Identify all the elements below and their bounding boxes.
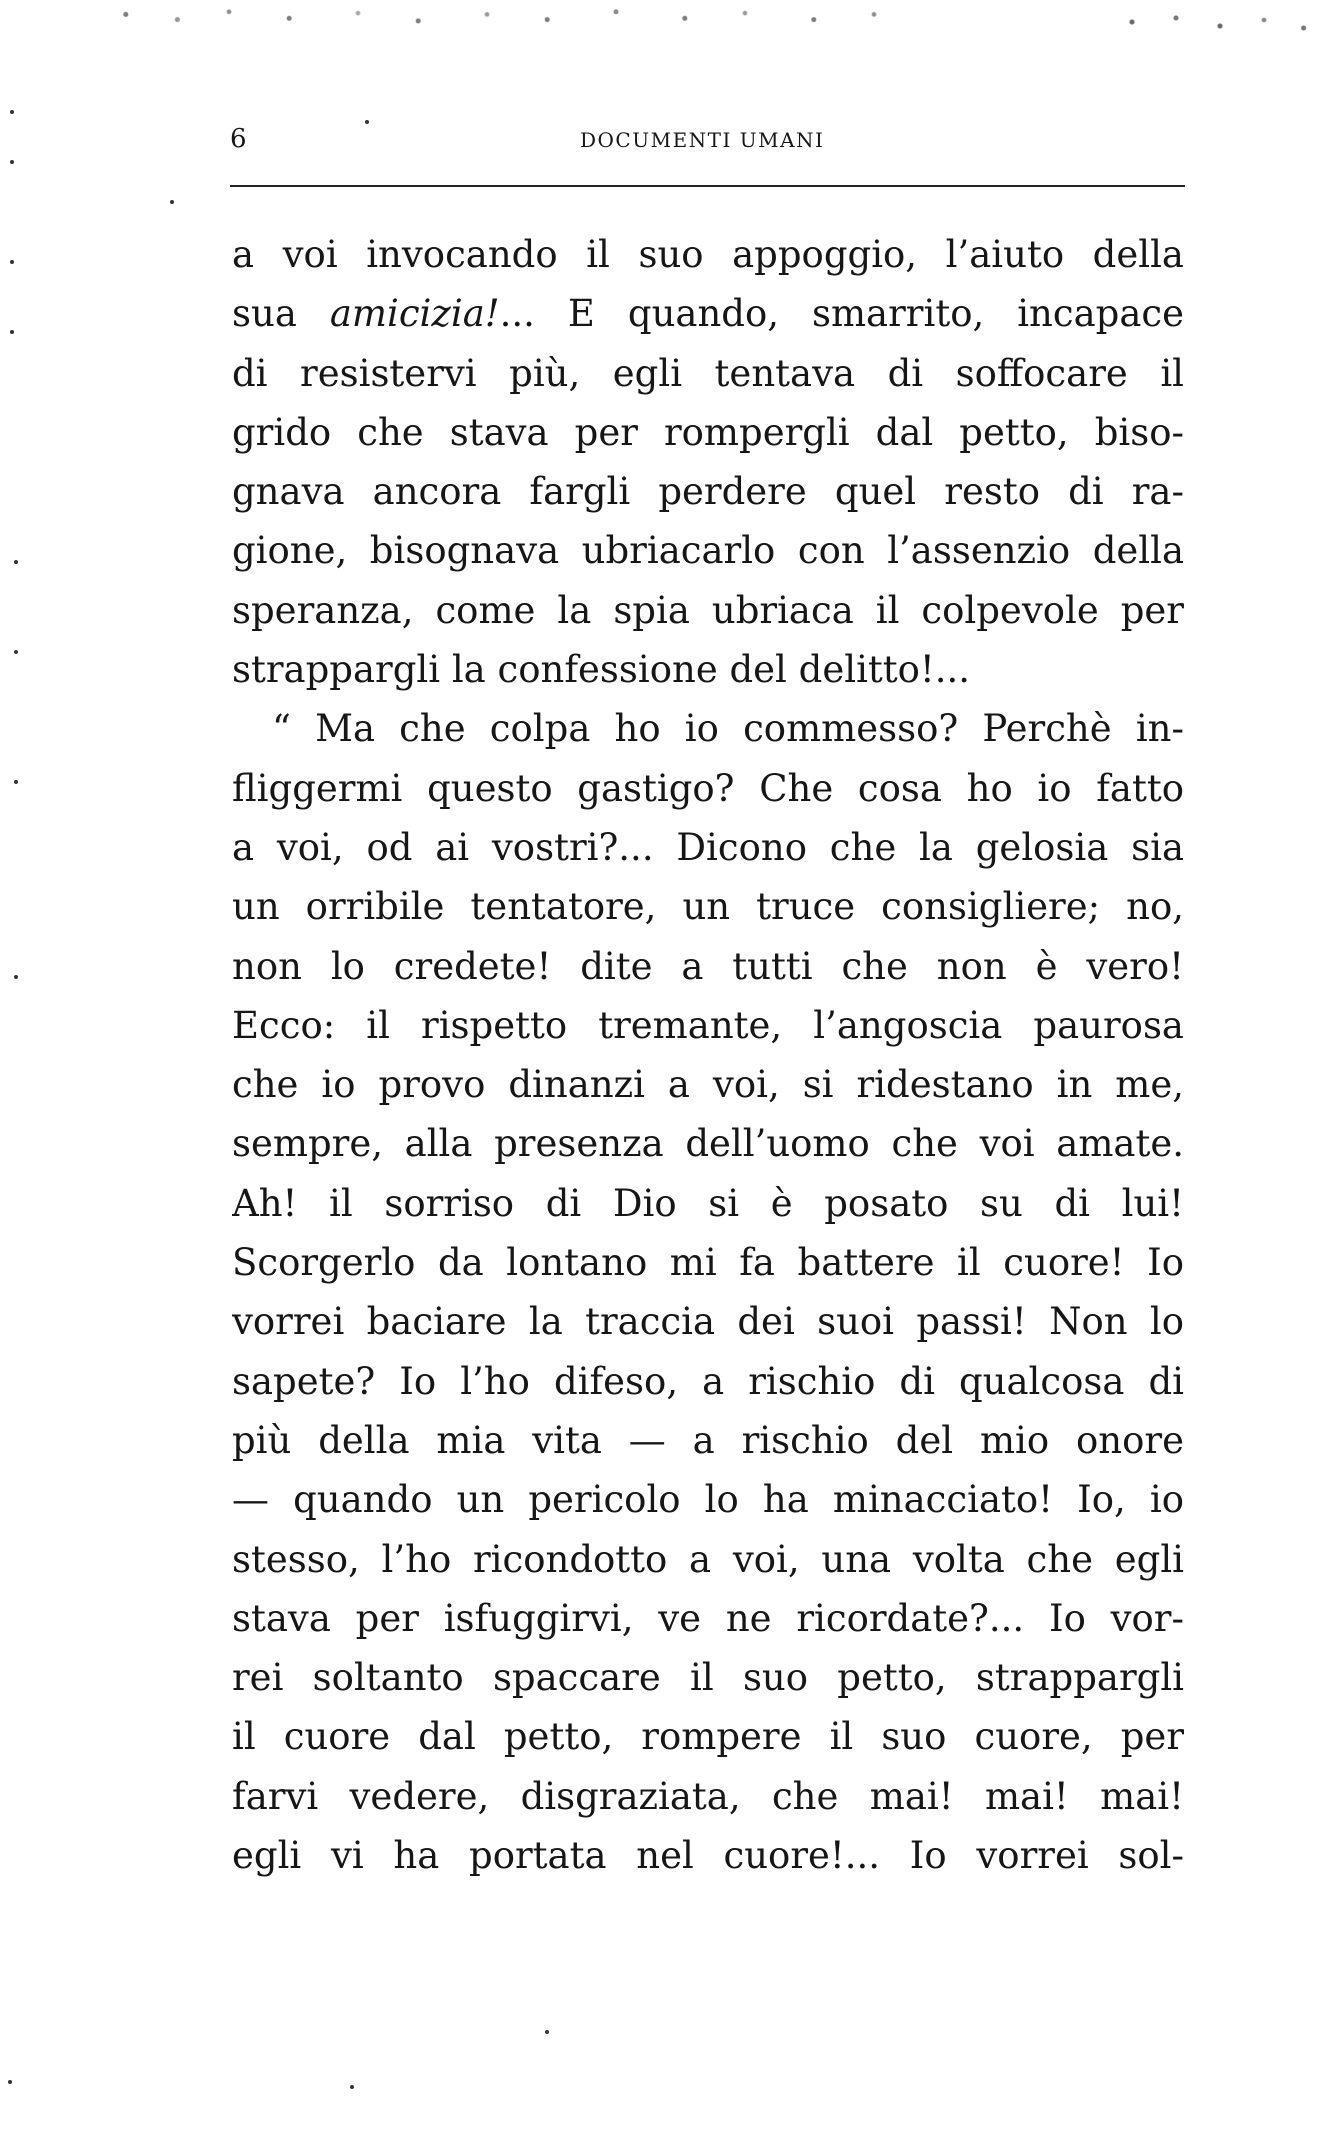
running-title: DOCUMENTI UMANI bbox=[580, 128, 825, 152]
page-number: 6 bbox=[230, 124, 247, 154]
text-line: sapete? Io l’ho difeso, a rischio di qualcosa di bbox=[232, 1359, 1184, 1403]
header-rule bbox=[230, 185, 1185, 187]
text-line: speranza, come la spia ubriaca il colpevole per bbox=[232, 588, 1184, 632]
scan-speck bbox=[10, 260, 14, 264]
text-line: strappargli la confessione del delitto!... bbox=[232, 648, 971, 692]
text-line: egli vi ha portata nel cuore!... Io vorrei sol- bbox=[232, 1834, 1184, 1878]
text-span: ... E quando, smarrito, incapace bbox=[499, 292, 1184, 336]
scan-speck bbox=[10, 110, 14, 114]
text-line: grido che stava per rompergli dal petto, biso- bbox=[232, 410, 1184, 454]
text-line: non lo credete! dite a tutti che non è vero! bbox=[232, 944, 1184, 988]
text-line: a voi invocando il suo appoggio, l’aiuto della bbox=[232, 233, 1184, 276]
text-line: Scorgerlo da lontano mi fa battere il cuore! Io bbox=[232, 1241, 1184, 1285]
text-line: rei soltanto spaccare il suo petto, strappargli bbox=[232, 1656, 1184, 1700]
text-line: sempre, alla presenza dell’uomo che voi amate. bbox=[232, 1122, 1184, 1166]
scan-speck bbox=[10, 160, 14, 164]
text-line: stesso, l’ho ricondotto a voi, una volta che egli bbox=[232, 1537, 1184, 1581]
body-text bbox=[232, 225, 1184, 1885]
scan-speck bbox=[350, 2085, 354, 2089]
scan-speck bbox=[14, 780, 18, 784]
text-line bbox=[232, 284, 1184, 343]
scan-noise-top-right bbox=[1110, 6, 1330, 46]
text-line: “ Ma che colpa ho io commesso? Perchè in- bbox=[272, 707, 1184, 751]
page-header bbox=[230, 124, 1180, 164]
text-line: fliggermi questo gastigo? Che cosa ho io fatto bbox=[232, 766, 1184, 810]
scan-noise-top bbox=[100, 4, 960, 30]
text-line: stava per isfuggirvi, ve ne ricordate?... Io vor- bbox=[232, 1596, 1184, 1640]
scan-speck bbox=[14, 560, 18, 564]
emphasized-word: amicizia! bbox=[329, 292, 500, 336]
text-line: Ecco: il rispetto tremante, l’angoscia paurosa bbox=[232, 1003, 1184, 1047]
scan-speck bbox=[10, 330, 14, 334]
text-line: di resistervi più, egli tentava di soffocare il bbox=[232, 351, 1184, 395]
scan-speck bbox=[8, 2080, 12, 2084]
scan-speck bbox=[14, 975, 18, 979]
text-line: farvi vedere, disgraziata, che mai! mai! mai! bbox=[232, 1774, 1184, 1818]
scan-speck bbox=[545, 2030, 549, 2034]
scan-speck bbox=[14, 650, 18, 654]
text-span: sua bbox=[232, 292, 330, 336]
text-line: a voi, od ai vostri?... Dicono che la gelosia sia bbox=[232, 825, 1184, 869]
text-line: gione, bisognava ubriacarlo con l’assenzio della bbox=[232, 529, 1184, 573]
text-line: gnava ancora fargli perdere quel resto di ra- bbox=[232, 470, 1184, 514]
text-line: il cuore dal petto, rompere il suo cuore, per bbox=[232, 1715, 1184, 1759]
text-line: un orribile tentatore, un truce consigliere; no, bbox=[232, 885, 1184, 929]
text-line: che io provo dinanzi a voi, si ridestano in me, bbox=[232, 1063, 1184, 1107]
text-line: vorrei baciare la traccia dei suoi passi! Non lo bbox=[232, 1300, 1184, 1344]
text-line: più della mia vita — a rischio del mio onore bbox=[232, 1418, 1184, 1462]
text-line: Ah! il sorriso di Dio si è posato su di lui! bbox=[232, 1181, 1184, 1225]
scan-speck bbox=[170, 200, 174, 204]
text-line: — quando un pericolo lo ha minacciato! Io, io bbox=[232, 1478, 1184, 1522]
